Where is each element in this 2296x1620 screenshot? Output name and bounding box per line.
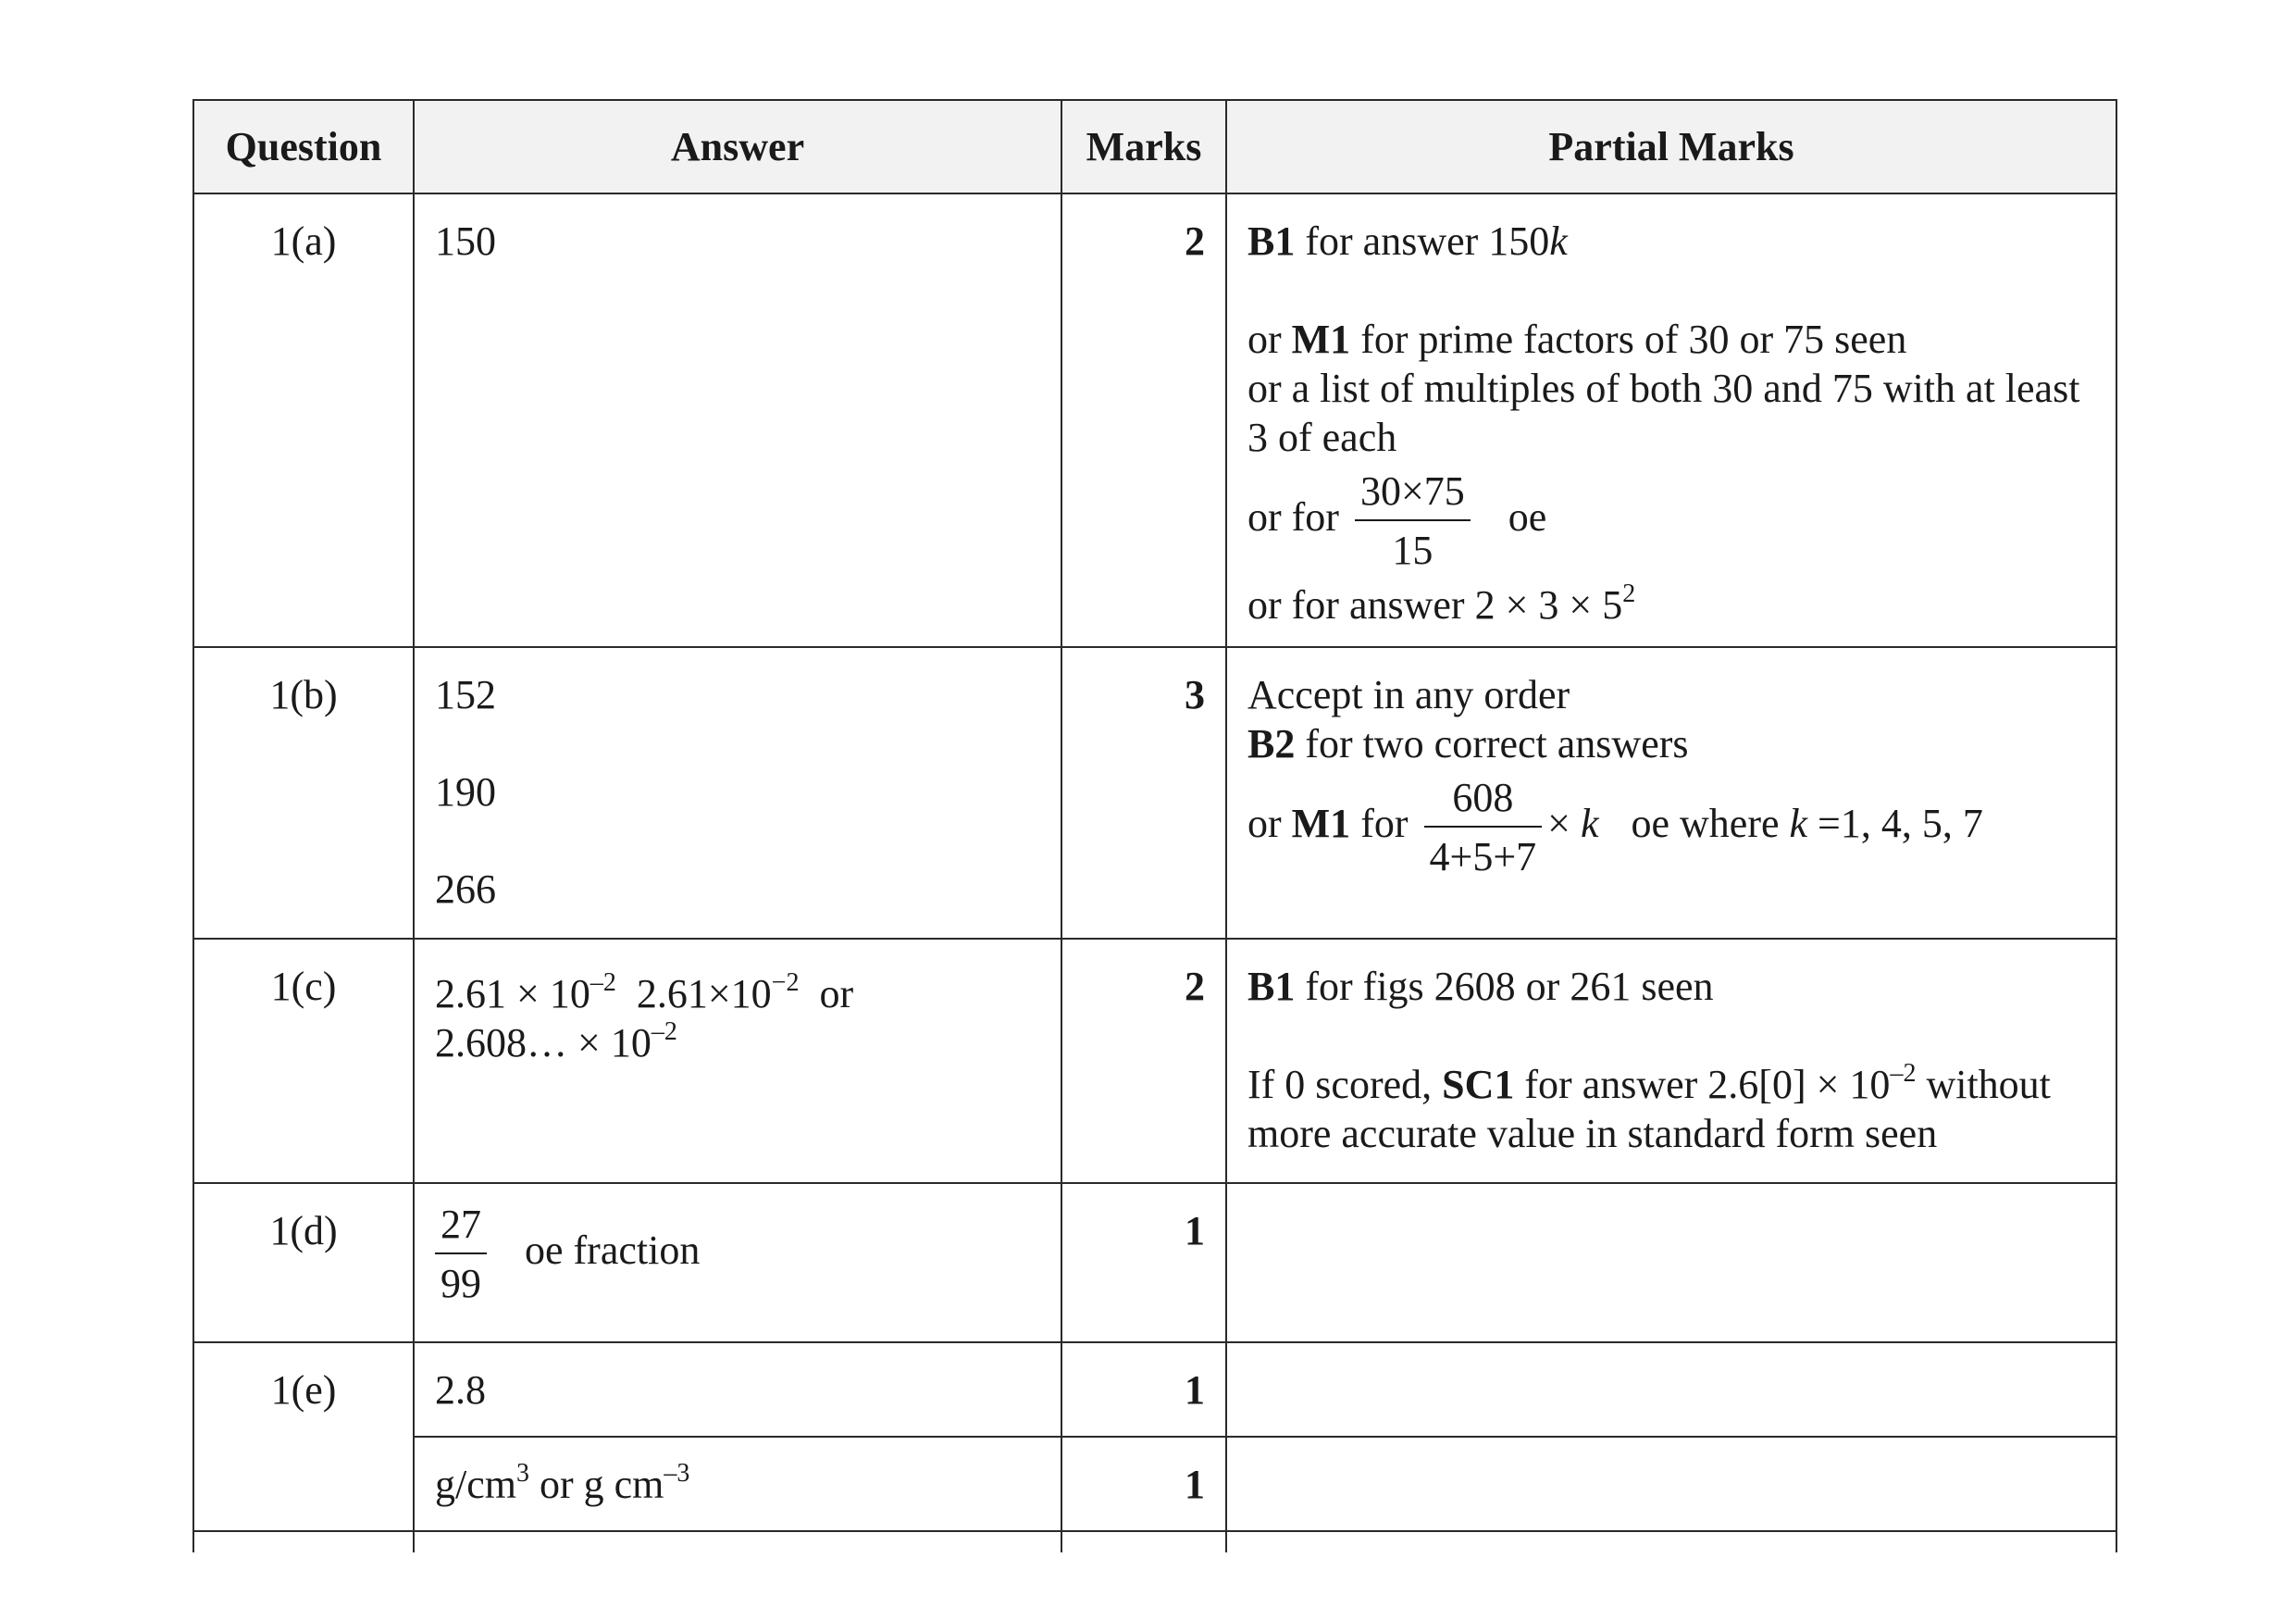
partial-marks-cell	[1226, 647, 2116, 939]
mark-code: B1	[1247, 218, 1296, 264]
mark-text: for	[1350, 801, 1409, 847]
superscript: 2	[1622, 579, 1636, 608]
header-answer: Answer	[414, 100, 1061, 193]
superscript: –2	[1890, 1059, 1917, 1088]
answer-cell	[414, 647, 1061, 939]
mark-text: or for	[1247, 494, 1339, 541]
variable: k	[1580, 801, 1599, 847]
table-row	[193, 193, 2116, 647]
partial-marks-cell	[1226, 1437, 2116, 1531]
answer-cell: 2.8	[414, 1342, 1061, 1437]
answer-cell	[414, 1437, 1061, 1531]
fraction-denominator: 4+5+7	[1429, 834, 1537, 879]
fraction-numerator: 27	[435, 1199, 487, 1254]
fraction-denominator: 99	[441, 1261, 481, 1306]
continuation-cell	[1226, 1531, 2116, 1552]
question-number: 1(e)	[193, 1342, 414, 1531]
marks-cell: 2	[1061, 939, 1226, 1183]
fraction	[1424, 772, 1543, 883]
table-row	[193, 647, 2116, 939]
mark-code: B2	[1247, 721, 1296, 766]
answer-value: or g cm	[528, 1462, 664, 1507]
answer-value: 2.61×10	[615, 971, 772, 1016]
marks-cell: 1	[1061, 1437, 1226, 1531]
table-row-continuation	[193, 1531, 2116, 1552]
mark-text: =1, 4, 5, 7	[1807, 801, 1983, 847]
header-marks: Marks	[1061, 100, 1226, 193]
question-number: 1(b)	[193, 647, 414, 939]
superscript: 3	[515, 1459, 529, 1488]
table-row	[193, 1342, 2116, 1437]
mark-text: ×	[1547, 801, 1581, 847]
answer-value: 190	[435, 769, 496, 815]
mark-text: or a list of multiples of both 30 and 75 with at least 3 of each	[1247, 366, 2080, 460]
marks-cell: 1	[1061, 1342, 1226, 1437]
header-row	[193, 100, 2116, 193]
table-row	[193, 1183, 2116, 1342]
answer-value: 2.608… × 10	[435, 1020, 652, 1065]
answer-value: 152	[435, 672, 496, 717]
superscript: –2	[651, 1017, 677, 1046]
fraction-numerator: 608	[1424, 772, 1543, 828]
continuation-cell	[414, 1531, 1061, 1552]
mark-code: M1	[1291, 317, 1351, 362]
answer-value: oe fraction	[525, 1227, 701, 1274]
continuation-cell	[1061, 1531, 1226, 1552]
answer-cell	[414, 1183, 1061, 1342]
variable: k	[1789, 801, 1808, 847]
mark-text: oe	[1508, 494, 1547, 541]
mark-text: or	[1247, 801, 1292, 847]
mark-text: If 0 scored,	[1247, 1062, 1443, 1107]
fraction-numerator: 30×75	[1355, 466, 1471, 521]
superscript: −2	[771, 968, 800, 997]
mark-text: or for answer 2 × 3 × 5	[1247, 582, 1623, 628]
answer-value: 266	[435, 866, 496, 912]
question-number: 1(c)	[193, 939, 414, 1183]
mark-text: for prime factors of 30 or 75 seen	[1350, 317, 1907, 362]
marks-cell: 1	[1061, 1183, 1226, 1342]
table-row	[193, 1437, 2116, 1531]
mark-text: for figs 2608 or 261 seen	[1295, 964, 1714, 1009]
fraction-denominator: 15	[1392, 528, 1433, 573]
variable: k	[1549, 218, 1568, 264]
mark-text: Accept in any order	[1247, 672, 1570, 717]
answer-cell	[414, 939, 1061, 1183]
mark-text: for answer 2.6[0] × 10	[1514, 1062, 1891, 1107]
mark-text: without more accurate value in standard form seen	[1247, 1062, 2051, 1156]
partial-marks-cell	[1226, 939, 2116, 1183]
superscript: –2	[590, 968, 616, 997]
question-number: 1(a)	[193, 193, 414, 647]
mark-text: for answer 150	[1295, 218, 1550, 264]
superscript: –3	[664, 1459, 690, 1488]
answer-value: or	[799, 971, 854, 1016]
partial-marks-cell	[1226, 1342, 2116, 1437]
mark-text: or	[1247, 317, 1292, 362]
continuation-cell	[193, 1531, 414, 1552]
answer-value: 2.61 × 10	[435, 971, 590, 1016]
table-row	[193, 939, 2116, 1183]
fraction	[435, 1199, 487, 1310]
question-number: 1(d)	[193, 1183, 414, 1342]
mark-code: SC1	[1442, 1062, 1515, 1107]
mark-text: oe where	[1631, 801, 1790, 847]
answer-value: g/cm	[435, 1462, 516, 1507]
fraction	[1355, 466, 1471, 577]
mark-scheme-table	[192, 99, 2117, 1552]
header-question: Question	[193, 100, 414, 193]
marks-cell: 2	[1061, 193, 1226, 647]
mark-code: B1	[1247, 964, 1296, 1009]
answer-cell: 150	[414, 193, 1061, 647]
mark-text: for two correct answers	[1295, 721, 1689, 766]
marks-cell: 3	[1061, 647, 1226, 939]
partial-marks-cell	[1226, 193, 2116, 647]
mark-code: M1	[1291, 801, 1351, 847]
partial-marks-cell	[1226, 1183, 2116, 1342]
header-partial-marks: Partial Marks	[1226, 100, 2116, 193]
